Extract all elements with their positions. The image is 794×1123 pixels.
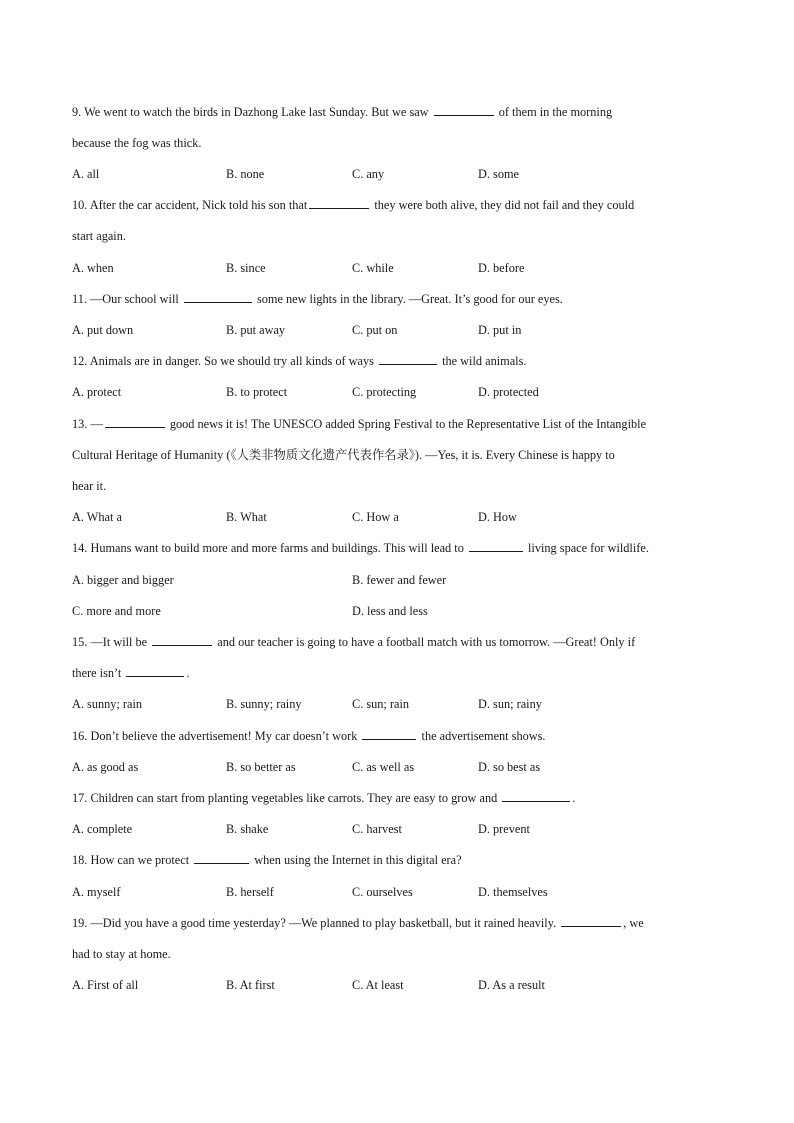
option-a: A. bigger and bigger	[72, 573, 174, 587]
option-d: D. prevent	[478, 822, 530, 836]
question-9-line-2: because the fog was thick.	[72, 136, 202, 150]
answer-blank	[502, 790, 570, 802]
option-b: B. herself	[226, 885, 274, 899]
option-d: D. before	[478, 261, 525, 275]
question-12-line-1: 12. Animals are in danger. So we should try all kinds of ways the wild animals.	[72, 354, 527, 368]
option-b: B. shake	[226, 822, 269, 836]
option-a: A. put down	[72, 323, 134, 337]
question-18-line-1: 18. How can we protect when using the Internet in this digital era?	[72, 853, 462, 867]
question-10-line-1: 10. After the car accident, Nick told his son that they were both alive, they did not fail and they could	[72, 198, 635, 212]
answer-blank	[194, 852, 249, 864]
option-b: B. none	[226, 167, 265, 181]
question-11-line-1: 11. —Our school will some new lights in the library. —Great. It’s good for our eyes.	[72, 292, 563, 306]
option-b: B. sunny; rainy	[226, 697, 302, 711]
answer-blank	[434, 104, 494, 116]
option-b: B. so better as	[226, 760, 296, 774]
question-19-line-2: had to stay at home.	[72, 947, 171, 961]
option-c: C. put on	[352, 323, 398, 337]
option-c: C. more and more	[72, 604, 161, 618]
option-a: A. myself	[72, 885, 121, 899]
option-c: C. while	[352, 261, 394, 275]
answer-blank	[469, 540, 523, 552]
option-c: C. protecting	[352, 385, 417, 399]
option-c: C. ourselves	[352, 885, 413, 899]
option-d: D. put in	[478, 323, 522, 337]
answer-blank	[379, 353, 437, 365]
option-c: C. any	[352, 167, 385, 181]
option-d: D. themselves	[478, 885, 548, 899]
option-d: D. less and less	[352, 604, 428, 618]
question-13-line-1: 13. — good news it is! The UNESCO added Spring Festival to the Representative List of the Intangible	[72, 417, 647, 431]
option-d: D. As a result	[478, 978, 545, 992]
question-10-line-2: start again.	[72, 229, 126, 243]
option-b: B. put away	[226, 323, 286, 337]
question-19-line-1: 19. —Did you have a good time yesterday? —We planned to play basketball, but it rained heavily. , we	[72, 916, 644, 930]
option-b: B. to protect	[226, 385, 288, 399]
option-b: B. At first	[226, 978, 275, 992]
option-c: C. How a	[352, 510, 399, 524]
question-9-line-1: 9. We went to watch the birds in Dazhong Lake last Sunday. But we saw of them in the morning	[72, 105, 613, 119]
answer-blank	[152, 634, 212, 646]
option-a: A. sunny; rain	[72, 697, 143, 711]
option-b: B. since	[226, 261, 266, 275]
answer-blank	[105, 416, 165, 428]
option-b: B. What	[226, 510, 267, 524]
option-c: C. sun; rain	[352, 697, 410, 711]
option-b: B. fewer and fewer	[352, 573, 447, 587]
answer-blank	[184, 291, 252, 303]
option-d: D. How	[478, 510, 517, 524]
option-a: A. What a	[72, 510, 122, 524]
option-a: A. complete	[72, 822, 133, 836]
question-16-line-1: 16. Don’t believe the advertisement! My car doesn’t work the advertisement shows.	[72, 729, 546, 743]
question-15-line-1: 15. —It will be and our teacher is going to have a football match with us tomorrow. —Great! Only if	[72, 635, 636, 649]
option-a: A. when	[72, 261, 114, 275]
question-17-line-1: 17. Children can start from planting vegetables like carrots. They are easy to grow and .	[72, 791, 576, 805]
option-d: D. so best as	[478, 760, 541, 774]
option-d: D. sun; rainy	[478, 697, 542, 711]
answer-blank	[362, 728, 416, 740]
question-14-line-1: 14. Humans want to build more and more farms and buildings. This will lead to living space for wildlife.	[72, 541, 649, 555]
option-a: A. protect	[72, 385, 122, 399]
answer-blank	[126, 665, 184, 677]
option-a: A. First of all	[72, 978, 139, 992]
option-a: A. all	[72, 167, 100, 181]
option-c: C. as well as	[352, 760, 415, 774]
answer-blank	[561, 915, 621, 927]
answer-blank	[309, 197, 369, 209]
option-d: D. protected	[478, 385, 539, 399]
question-15-line-2: there isn’t .	[72, 666, 190, 680]
option-a: A. as good as	[72, 760, 139, 774]
option-c: C. At least	[352, 978, 404, 992]
question-13-line-2: Cultural Heritage of Humanity (《人类非物质文化遗产代表作名录》). —Yes, it is. Every Chinese is happy to	[72, 448, 615, 462]
option-d: D. some	[478, 167, 519, 181]
question-13-line-3: hear it.	[72, 479, 107, 493]
option-c: C. harvest	[352, 822, 402, 836]
